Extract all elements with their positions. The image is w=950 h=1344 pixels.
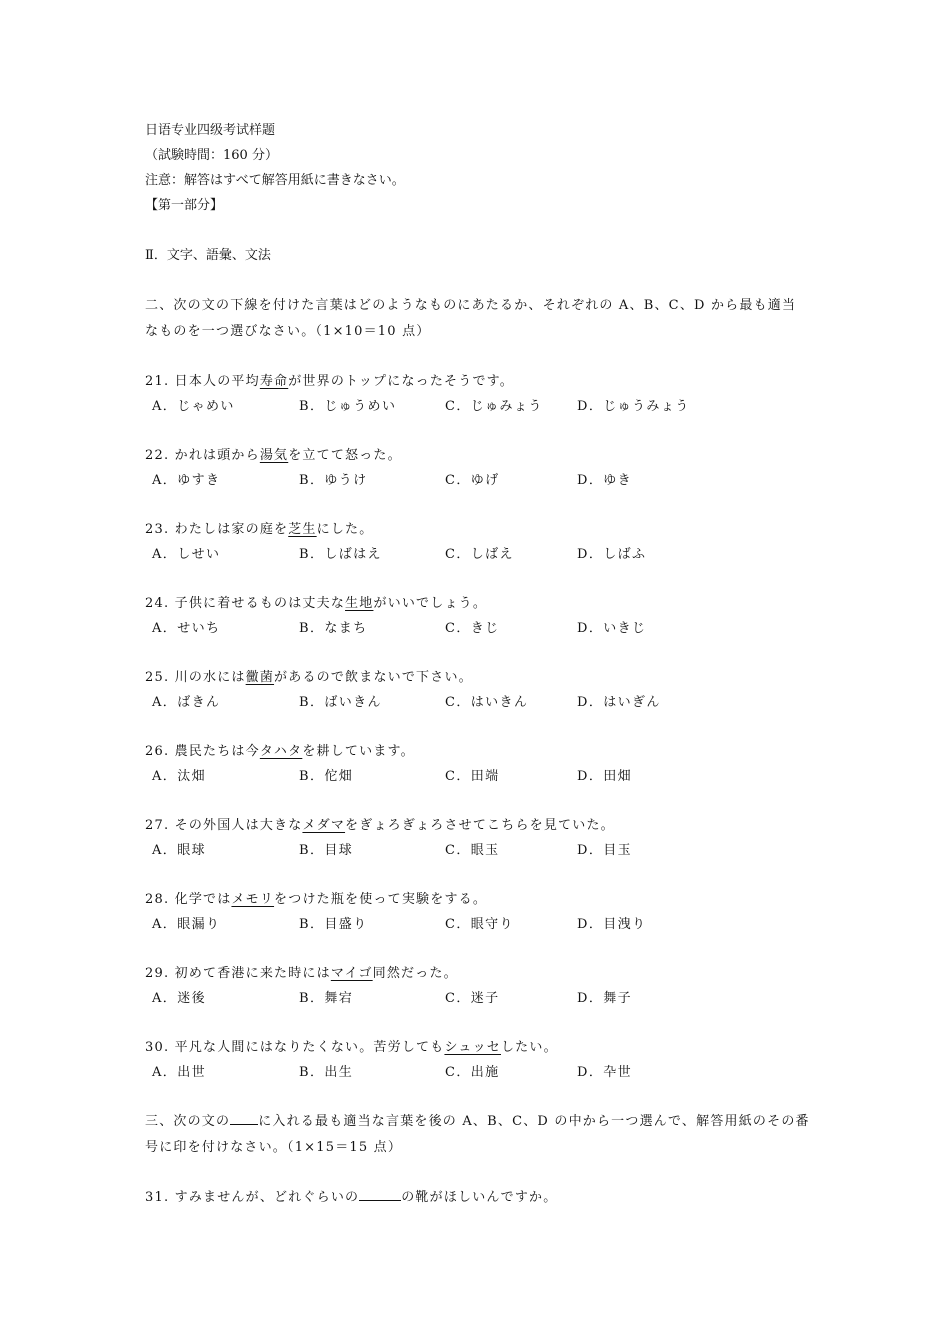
option-a: A．眼漏り	[152, 917, 221, 932]
question-text: 川の水には	[174, 670, 246, 685]
option-a: A．しせい	[152, 547, 221, 562]
option-d: D．いきじ	[577, 621, 647, 636]
question-text: にした。	[316, 522, 374, 537]
question-28	[145, 887, 810, 912]
exam-note: 注意：解答はすべて解答用紙に書きなさい。	[145, 173, 405, 188]
exam-title: 日语专业四级考试样题	[145, 123, 276, 138]
question-text: したい。	[500, 1040, 558, 1055]
option-d: D．目玉	[577, 843, 633, 858]
question-30	[145, 1035, 810, 1060]
option-c: C．きじ	[445, 621, 500, 636]
question-text: があるので飲まないで下さい。	[274, 670, 473, 685]
question-22	[145, 443, 810, 468]
question-text: 初めて香港に来た時には	[174, 966, 331, 981]
option-b: B．じゅうめい	[299, 399, 397, 414]
option-d: D．ゆき	[577, 473, 633, 488]
option-d: D．卆世	[577, 1065, 633, 1080]
option-a: A．ばきん	[152, 695, 221, 710]
question-number: 30.	[145, 1040, 170, 1055]
underlined-word: メモリ	[231, 892, 275, 907]
option-c: C．眼守り	[445, 917, 514, 932]
option-b: B．なまち	[299, 621, 368, 636]
underlined-word: タハタ	[259, 744, 303, 759]
option-row	[145, 394, 810, 419]
section-heading: Ⅱ．文字、語彙、文法	[145, 248, 271, 263]
option-d: D．田畑	[577, 769, 633, 784]
question-list	[145, 345, 810, 1085]
option-a: A．汰畑	[152, 769, 206, 784]
question-29	[145, 961, 810, 986]
question-text: が世界のトップになったそうです。	[288, 374, 515, 389]
question-number: 28.	[145, 892, 170, 907]
option-d: D．じゅうみょう	[577, 399, 690, 414]
question-number: 26.	[145, 744, 170, 759]
underlined-word: 湯気	[259, 448, 289, 463]
question-text: 化学では	[174, 892, 232, 907]
answer-blank	[230, 1114, 258, 1125]
underlined-word: 生地	[345, 596, 374, 611]
question-number: 27.	[145, 818, 170, 833]
question-text: かれは頭から	[174, 448, 260, 463]
option-d: D．しばふ	[577, 547, 647, 562]
option-b: B．目盛り	[299, 917, 368, 932]
option-a: A．迷後	[152, 991, 206, 1006]
question-31: 31. すみませんが、どれぐらいの の靴がほしいんですか。	[145, 1190, 558, 1205]
exam-time: （試験時間：160 分）	[145, 148, 278, 163]
option-c: C．じゅみょう	[445, 399, 543, 414]
option-b: B．目球	[299, 843, 354, 858]
question-text: 同然だった。	[372, 966, 458, 981]
underlined-word: マイゴ	[330, 966, 373, 981]
option-c: C．眼玉	[445, 843, 500, 858]
option-b: B．しばはえ	[299, 547, 382, 562]
question-text: をぎょろぎょろさせてこちらを見ていた。	[345, 818, 615, 833]
option-row	[145, 616, 810, 641]
answer-blank	[359, 1190, 401, 1201]
question-text: 農民たちは今	[174, 744, 260, 759]
question-text: 日本人の平均	[174, 374, 260, 389]
underlined-word: 寿命	[259, 374, 289, 389]
option-row	[145, 1060, 810, 1085]
question-text: 子供に着せるものは丈夫な	[174, 596, 346, 611]
option-c: C．はいきん	[445, 695, 529, 710]
question-number: 22.	[145, 448, 170, 463]
option-d: D．はいぎん	[577, 695, 661, 710]
question-text: がいいでしょう。	[373, 596, 488, 611]
option-c: C．ゆげ	[445, 473, 500, 488]
question-24	[145, 591, 810, 616]
underlined-word: メダマ	[302, 818, 346, 833]
question-number: 29.	[145, 966, 170, 981]
option-row	[145, 912, 810, 937]
option-b: B．佗畑	[299, 769, 354, 784]
option-c: C．迷子	[445, 991, 500, 1006]
underlined-word: 黴菌	[245, 670, 275, 685]
option-a: A．ゆすき	[152, 473, 221, 488]
question-number: 25.	[145, 670, 170, 685]
option-c: C．出施	[445, 1065, 500, 1080]
option-row	[145, 542, 810, 567]
question-text: をつけた瓶を使って実験をする。	[274, 892, 488, 907]
question-number: 23.	[145, 522, 170, 537]
question-23	[145, 517, 810, 542]
question-number: 21.	[145, 374, 170, 389]
option-a: A．眼球	[152, 843, 206, 858]
option-row	[145, 838, 810, 863]
option-b: B．出生	[299, 1065, 354, 1080]
option-c: C．しばえ	[445, 547, 514, 562]
option-row	[145, 986, 810, 1011]
section3-instruction: 三、次の文の に入れる最も適当な言葉を後の A、B、C、D の中から一つ選んで、解答用紙のその番号に印を付けなさい。（1×15＝15 点）	[145, 1114, 810, 1155]
option-row	[145, 764, 810, 789]
option-a: A．出世	[152, 1065, 206, 1080]
part-heading: 【第一部分】	[145, 198, 224, 213]
option-c: C．田端	[445, 769, 500, 784]
option-a: A．じゃめい	[152, 399, 235, 414]
section2-instruction: 二、次の文の下線を付けた言葉はどのようなものにあたるか、それぞれの A、B、C、D から最も適当なものを一つ選びなさい。（1×10＝10 点）	[145, 298, 797, 339]
question-26	[145, 739, 810, 764]
option-d: D．目洩り	[577, 917, 647, 932]
option-b: B．ばいきん	[299, 695, 382, 710]
option-b: B．ゆうけ	[299, 473, 368, 488]
underlined-word: シュッセ	[444, 1040, 501, 1055]
option-row	[145, 468, 810, 493]
question-text: 平凡な人間にはなりたくない。苦労しても	[174, 1040, 445, 1055]
question-text: を立てて怒った。	[288, 448, 402, 463]
question-number: 24.	[145, 596, 170, 611]
option-d: D．舞子	[577, 991, 633, 1006]
question-25	[145, 665, 810, 690]
question-27	[145, 813, 810, 838]
question-text: わたしは家の庭を	[174, 522, 289, 537]
option-a: A．せいち	[152, 621, 221, 636]
question-21	[145, 369, 810, 394]
option-row	[145, 690, 810, 715]
question-text: その外国人は大きな	[174, 818, 303, 833]
underlined-word: 芝生	[288, 522, 317, 537]
exam-page	[145, 118, 810, 1210]
question-text: を耕しています。	[302, 744, 415, 759]
option-b: B．舞宕	[299, 991, 354, 1006]
